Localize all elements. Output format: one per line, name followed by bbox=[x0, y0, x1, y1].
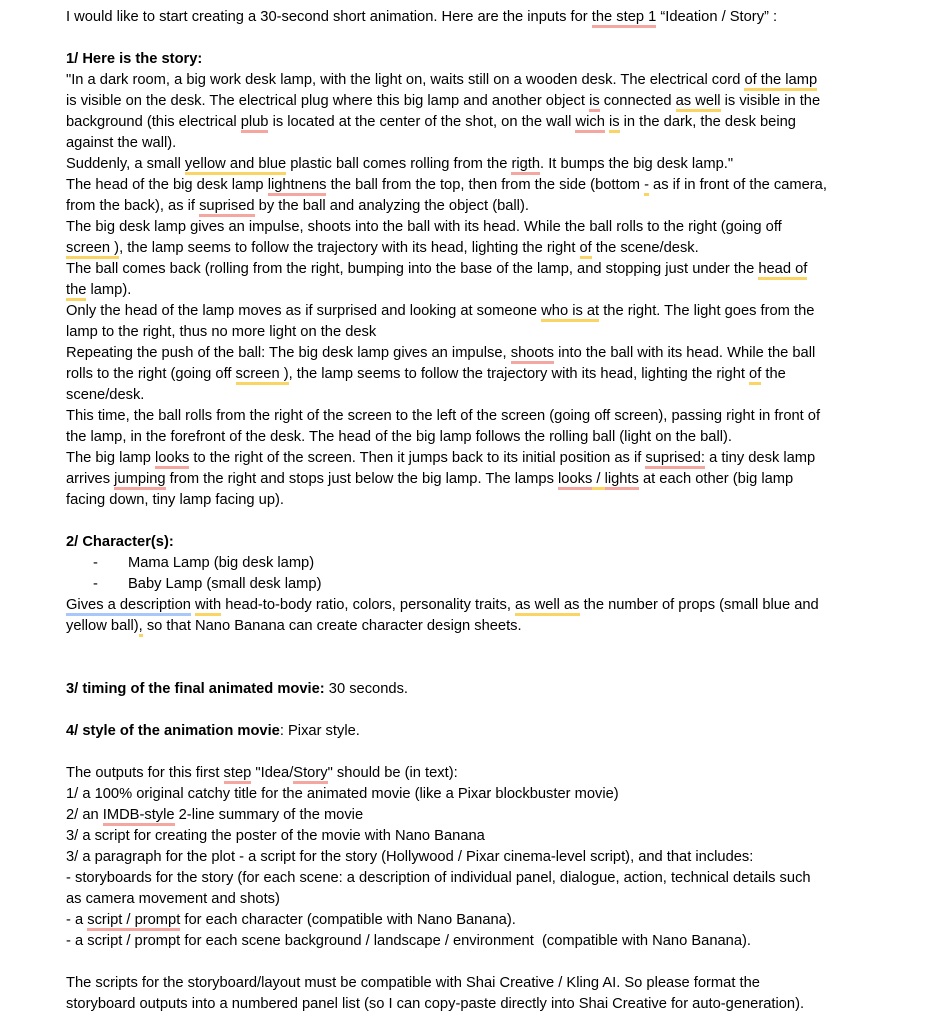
text-run: - a script / prompt for each scene background / landscape / environment (compatible with Nano Banana). bbox=[66, 933, 751, 949]
text-line bbox=[66, 700, 877, 721]
text-run: head-to-body ratio, colors, personality traits, bbox=[221, 597, 516, 613]
text-line bbox=[66, 196, 877, 217]
text-run: into the ball with its head. While the ball bbox=[554, 345, 816, 361]
text-line bbox=[66, 28, 877, 49]
grammar-suggestion-underline[interactable]: screen ) bbox=[236, 366, 289, 385]
text-run: in the dark, the desk being bbox=[619, 114, 796, 130]
text-line bbox=[66, 7, 877, 28]
grammar-suggestion-underline[interactable]: of bbox=[580, 240, 592, 259]
text-run: 3/ a script for creating the poster of the movie with Nano Banana bbox=[66, 828, 485, 844]
spelling-suggestion-underline[interactable]: Story bbox=[293, 765, 327, 784]
text-line bbox=[66, 217, 877, 238]
text-line bbox=[66, 112, 877, 133]
text-run: - a bbox=[66, 912, 88, 928]
text-line bbox=[66, 616, 877, 637]
document-body bbox=[66, 7, 877, 1015]
text-line bbox=[66, 427, 877, 448]
text-line bbox=[66, 889, 877, 910]
text-line bbox=[66, 280, 877, 301]
spelling-suggestion-underline[interactable]: shoots bbox=[511, 345, 554, 364]
grammar-suggestion-underline[interactable]: with bbox=[195, 597, 221, 616]
text-run: arrives bbox=[66, 471, 115, 487]
text-run: , the lamp seems to follow the trajectory with its head, lighting the right bbox=[288, 366, 750, 382]
bullet-marker: - bbox=[93, 576, 98, 592]
text-run: by the ball and analyzing the object (ball). bbox=[254, 198, 529, 214]
text-run: The scripts for the storyboard/layout must be compatible with Shai Creative / Kling AI. So please format the bbox=[66, 975, 760, 991]
grammar-suggestion-underline[interactable]: yellow and blue bbox=[185, 156, 286, 175]
grammar-suggestion-underline[interactable]: head of bbox=[758, 261, 807, 280]
text-line bbox=[66, 154, 877, 175]
text-line bbox=[66, 364, 877, 385]
bullet-list-item bbox=[66, 574, 877, 595]
text-line bbox=[66, 637, 877, 658]
text-run: " should be (in text): bbox=[327, 765, 458, 781]
bullet-list-item bbox=[66, 553, 877, 574]
text-run: storyboard outputs into a numbered panel list (so I can copy-paste directly into Shai Creative for auto-generation). bbox=[66, 996, 805, 1012]
text-run: 1/ a 100% original catchy title for the animated movie (like a Pixar blockbuster movie) bbox=[66, 786, 619, 802]
spelling-suggestion-underline[interactable]: suprised bbox=[199, 198, 255, 217]
text-line bbox=[66, 343, 877, 364]
text-line bbox=[66, 259, 877, 280]
text-line bbox=[66, 448, 877, 469]
spelling-suggestion-underline[interactable]: plub bbox=[241, 114, 269, 133]
text-line bbox=[66, 931, 877, 952]
text-run: as if in front of the camera, bbox=[648, 177, 827, 193]
text-run: 2-line summary of the movie bbox=[174, 807, 364, 823]
text-run: the bbox=[761, 366, 786, 382]
text-line bbox=[66, 868, 877, 889]
grammar-suggestion-underline[interactable]: as well bbox=[676, 93, 721, 112]
spelling-suggestion-underline[interactable]: jumping bbox=[114, 471, 165, 490]
text-run: "Idea/ bbox=[251, 765, 294, 781]
text-run: the number of props (small blue and bbox=[579, 597, 819, 613]
text-line bbox=[66, 133, 877, 154]
grammar-suggestion-underline[interactable]: / bbox=[592, 471, 604, 490]
text-run: lamp). bbox=[86, 282, 132, 298]
text-run: for each character (compatible with Nano Banana). bbox=[180, 912, 516, 928]
text-run: scene/desk. bbox=[66, 387, 145, 403]
text-run: Suddenly, a small bbox=[66, 156, 185, 172]
spelling-suggestion-underline[interactable]: lightnens bbox=[268, 177, 327, 196]
text-run: Baby Lamp (small desk lamp) bbox=[128, 576, 322, 592]
text-run: 30 seconds. bbox=[324, 681, 408, 697]
text-run: Repeating the push of the ball: The big desk lamp gives an impulse, bbox=[66, 345, 511, 361]
text-run: the scene/desk. bbox=[591, 240, 699, 256]
text-line bbox=[66, 91, 877, 112]
text-line bbox=[66, 784, 877, 805]
text-run: the lamp, in the forefront of the desk. The head of the big lamp follows the rolling ball (light on the ball). bbox=[66, 429, 732, 445]
text-line bbox=[66, 175, 877, 196]
text-run: 2/ Character(s): bbox=[66, 534, 174, 550]
text-line bbox=[66, 826, 877, 847]
text-run: I would like to start creating a 30-second short animation. Here are the inputs for bbox=[66, 9, 592, 25]
text-run: is visible in the bbox=[720, 93, 821, 109]
grammar-suggestion-underline[interactable]: of the lamp bbox=[744, 72, 817, 91]
text-line bbox=[66, 301, 877, 322]
text-line bbox=[66, 994, 877, 1015]
spelling-suggestion-underline[interactable]: IMDB-style bbox=[103, 807, 175, 826]
grammar-suggestion-underline[interactable]: of bbox=[749, 366, 761, 385]
text-line bbox=[66, 322, 877, 343]
text-line bbox=[66, 49, 877, 70]
spelling-suggestion-underline[interactable]: suprised: bbox=[645, 450, 705, 469]
text-line bbox=[66, 490, 877, 511]
text-line bbox=[66, 742, 877, 763]
text-run: Mama Lamp (big desk lamp) bbox=[128, 555, 315, 571]
text-run: The big lamp bbox=[66, 450, 155, 466]
text-run: lamp to the right, thus no more light on the desk bbox=[66, 324, 377, 340]
grammar-suggestion-underline[interactable]: is bbox=[609, 114, 620, 133]
text-line bbox=[66, 763, 877, 784]
text-line bbox=[66, 952, 877, 973]
text-line bbox=[66, 511, 877, 532]
text-line bbox=[66, 805, 877, 826]
spelling-suggestion-underline[interactable]: lights bbox=[605, 471, 639, 490]
text-run: 2/ an bbox=[66, 807, 103, 823]
text-run: The ball comes back (rolling from the right, bumping into the base of the lamp, and stopping just under the bbox=[66, 261, 759, 277]
text-line bbox=[66, 595, 877, 616]
grammar-suggestion-underline[interactable]: , bbox=[139, 618, 143, 637]
grammar-suggestion-underline[interactable]: who is at bbox=[541, 303, 599, 322]
text-run: The head of the big desk lamp bbox=[66, 177, 268, 193]
text-run: rolls to the right (going off bbox=[66, 366, 236, 382]
text-run: to the right of the screen. Then it jumps back to its initial position as if bbox=[189, 450, 646, 466]
grammar-suggestion-underline[interactable]: screen ) bbox=[66, 240, 119, 259]
text-run: 4/ style of the animation movie bbox=[66, 723, 280, 739]
text-run: is visible on the desk. The electrical plug where this big lamp and another object bbox=[66, 93, 590, 109]
text-run: The outputs for this first bbox=[66, 765, 224, 781]
text-line bbox=[66, 910, 877, 931]
text-run: the right. The light goes from the bbox=[599, 303, 815, 319]
text-run: so that Nano Banana can create character design sheets. bbox=[142, 618, 522, 634]
text-line bbox=[66, 973, 877, 994]
text-run: plastic ball comes rolling from the bbox=[286, 156, 512, 172]
text-run: at each other (big lamp bbox=[638, 471, 794, 487]
spelling-suggestion-underline[interactable]: looks bbox=[155, 450, 189, 469]
clarity-suggestion-underline[interactable]: Gives a description bbox=[66, 597, 191, 616]
text-run: as camera movement and shots) bbox=[66, 891, 280, 907]
text-line bbox=[66, 70, 877, 91]
text-run: - storyboards for the story (for each scene: a description of individual panel, dialogue, action, technical details such bbox=[66, 870, 811, 886]
spelling-suggestion-underline[interactable]: is bbox=[589, 93, 600, 112]
spelling-suggestion-underline[interactable]: looks bbox=[558, 471, 592, 490]
spelling-suggestion-underline[interactable]: wich bbox=[575, 114, 604, 133]
text-run: "In a dark room, a big work desk lamp, with the light on, waits still on a wooden desk. The electrical cord bbox=[66, 72, 745, 88]
text-line bbox=[66, 469, 877, 490]
grammar-suggestion-underline[interactable]: as well as bbox=[515, 597, 580, 616]
text-run: Only the head of the lamp moves as if surprised and looking at someone bbox=[66, 303, 542, 319]
text-line bbox=[66, 658, 877, 679]
text-run: “Ideation / Story” : bbox=[656, 9, 778, 25]
bullet-marker: - bbox=[93, 555, 98, 571]
text-line bbox=[66, 406, 877, 427]
spelling-suggestion-underline[interactable]: the step 1 bbox=[592, 9, 657, 28]
spelling-suggestion-underline[interactable]: step bbox=[224, 765, 252, 784]
text-run: The big desk lamp gives an impulse, shoots into the ball with its head. While the ball rolls to the right (going off bbox=[66, 219, 782, 235]
text-run: is located at the center of the shot, on the wall bbox=[268, 114, 576, 130]
text-line bbox=[66, 238, 877, 259]
text-run: 3/ a paragraph for the plot - a script for the story (Hollywood / Pixar cinema-level script), and that includes: bbox=[66, 849, 754, 865]
text-run: 1/ Here is the story: bbox=[66, 51, 203, 67]
text-run: yellow ball) bbox=[66, 618, 139, 634]
text-run: from the right and stops just below the big lamp. The lamps bbox=[165, 471, 559, 487]
spelling-suggestion-underline[interactable]: script / prompt bbox=[87, 912, 180, 931]
text-line bbox=[66, 679, 877, 700]
text-run: a tiny desk lamp bbox=[705, 450, 816, 466]
grammar-suggestion-underline[interactable]: - bbox=[644, 177, 649, 196]
text-run: the ball from the top, then from the side (bottom bbox=[326, 177, 645, 193]
text-run: connected bbox=[599, 93, 676, 109]
grammar-suggestion-underline[interactable]: the bbox=[66, 282, 86, 301]
text-run: against the wall). bbox=[66, 135, 177, 151]
text-run: , the lamp seems to follow the trajectory with its head, lighting the right bbox=[119, 240, 580, 256]
text-run: background (this electrical bbox=[66, 114, 241, 130]
text-run: : Pixar style. bbox=[279, 723, 360, 739]
text-line bbox=[66, 721, 877, 742]
text-line bbox=[66, 847, 877, 868]
text-run: from the back), as if bbox=[66, 198, 200, 214]
text-run: . It bumps the big desk lamp." bbox=[540, 156, 734, 172]
text-run: This time, the ball rolls from the right of the screen to the left of the screen (going off screen), passing right in front of bbox=[66, 408, 821, 424]
spelling-suggestion-underline[interactable]: rigth bbox=[511, 156, 540, 175]
text-line bbox=[66, 385, 877, 406]
text-run: 3/ timing of the final animated movie: bbox=[66, 681, 325, 697]
text-run: facing down, tiny lamp facing up). bbox=[66, 492, 284, 508]
text-line bbox=[66, 532, 877, 553]
